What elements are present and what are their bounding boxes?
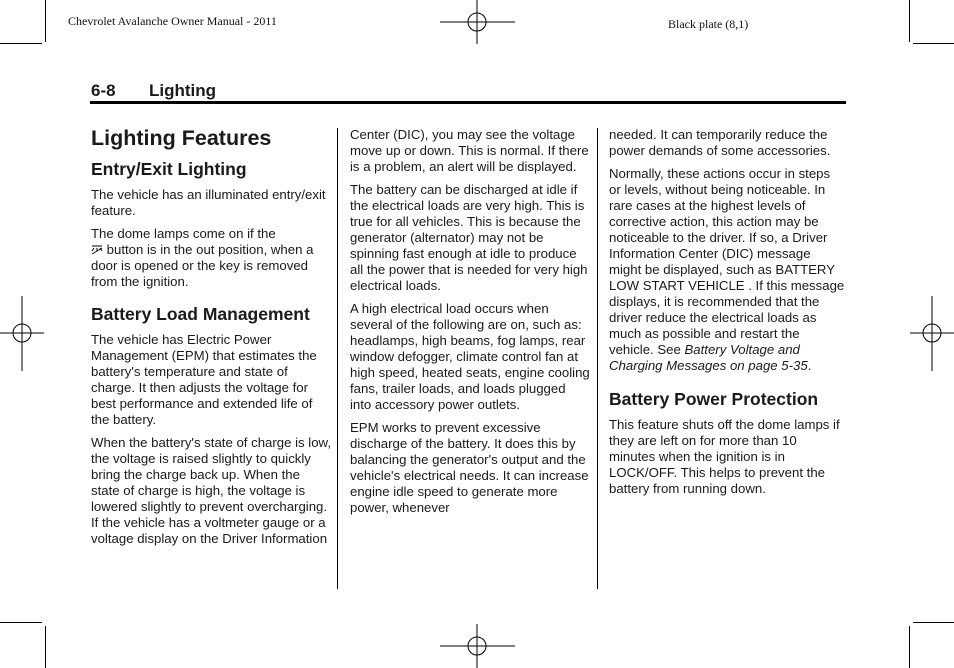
section-rule: [90, 101, 846, 104]
paragraph: A high electrical load occurs when several of the following are on, such as: headlamps, high beams, fog lamps, rear window defogger, climate control fan at high speed, heated seats, engine cooling fans, trailer loads, and loads plugged into accessory power outlets.: [350, 301, 590, 412]
paragraph: The vehicle has an illuminated entry/exit feature.: [91, 187, 326, 218]
paragraph: The vehicle has Electric Power Management (EPM) that estimates the battery's temperature and state of charge. It then adjusts the voltage for best performance and extended life of the battery.: [91, 332, 317, 427]
section-name: Lighting: [149, 81, 217, 100]
plate-label: Black plate (8,1): [668, 17, 749, 31]
crop-mark: [45, 626, 46, 668]
paragraph: needed. It can temporarily reduce the power demands of some accessories.: [609, 127, 831, 158]
registration-mark-left: [0, 296, 44, 371]
registration-mark-bottom: [440, 624, 515, 668]
column-3: [609, 127, 845, 504]
paragraph: [609, 166, 845, 374]
paragraph: The battery can be discharged at idle if the electrical loads are very high. This is true for all vehicles. This is because the generator (alternator) may not be spinning fast enough at idle to produce all the power that is needed for very high electrical loads.: [350, 182, 588, 293]
paragraph-text: Normally, these actions occur in steps or levels, without being noticeable. In rare cases at the highest levels of corrective action, this action may be noticeable to the driver. If so, a Driver Information Center (DIC) message might be displayed, such as BATTERY LOW START VEHICLE . If this message displays, it is recommended that the driver reduce the electrical loads as much as possible and restart the vehicle. See: [609, 166, 845, 357]
registration-mark-top: [440, 0, 515, 44]
page-title: Lighting Features: [91, 126, 272, 150]
section-number: 6-8: [91, 81, 116, 100]
crop-mark: [909, 0, 910, 42]
column-1: [91, 126, 331, 554]
paragraph: When the battery's state of charge is low, the voltage is raised slightly to quickly bring the charge back up. When the state of charge is high, the voltage is lowered slightly to prevent overcharging. If the vehicle has a voltmeter gauge or a voltage display on the Driver Information: [91, 435, 332, 546]
paragraph: EPM works to prevent excessive discharge of the battery. It does this by balancing the generator's output and the vehicle's electrical needs. It can increase engine idle speed to generate more power, whenever: [350, 420, 589, 515]
cross-reference-link[interactable]: Battery Voltage and Charging Messages on page 5-35: [609, 342, 808, 373]
column-2: [350, 127, 590, 523]
paragraph: This feature shuts off the dome lamps if they are left on for more than 10 minutes when the ignition is in LOCK/OFF. This helps to prevent the battery from running down.: [609, 417, 840, 496]
dome-lamp-override-icon: [91, 244, 103, 255]
crop-mark: [0, 43, 42, 44]
paragraph-end: .: [807, 358, 812, 373]
heading-battery-load: Battery Load Management: [91, 304, 310, 324]
paragraph-text: The dome lamps come on if the: [91, 226, 276, 241]
column-divider: [597, 128, 598, 589]
crop-mark: [909, 626, 910, 668]
heading-battery-protection: Battery Power Protection: [609, 389, 819, 409]
crop-mark: [0, 622, 42, 623]
paragraph-text: button is in the out position, when a door is opened or the key is removed from the ignition.: [91, 242, 314, 289]
manual-title: Chevrolet Avalanche Owner Manual - 2011: [68, 14, 277, 28]
crop-mark: [45, 0, 46, 42]
crop-mark: [913, 622, 954, 623]
paragraph: [91, 226, 331, 290]
crop-mark: [913, 43, 954, 44]
paragraph: Center (DIC), you may see the voltage move up or down. This is normal. If there is a problem, an alert will be displayed.: [350, 127, 589, 174]
column-divider: [337, 128, 338, 589]
registration-mark-right: [910, 296, 954, 371]
heading-entry-exit: Entry/Exit Lighting: [91, 159, 247, 179]
